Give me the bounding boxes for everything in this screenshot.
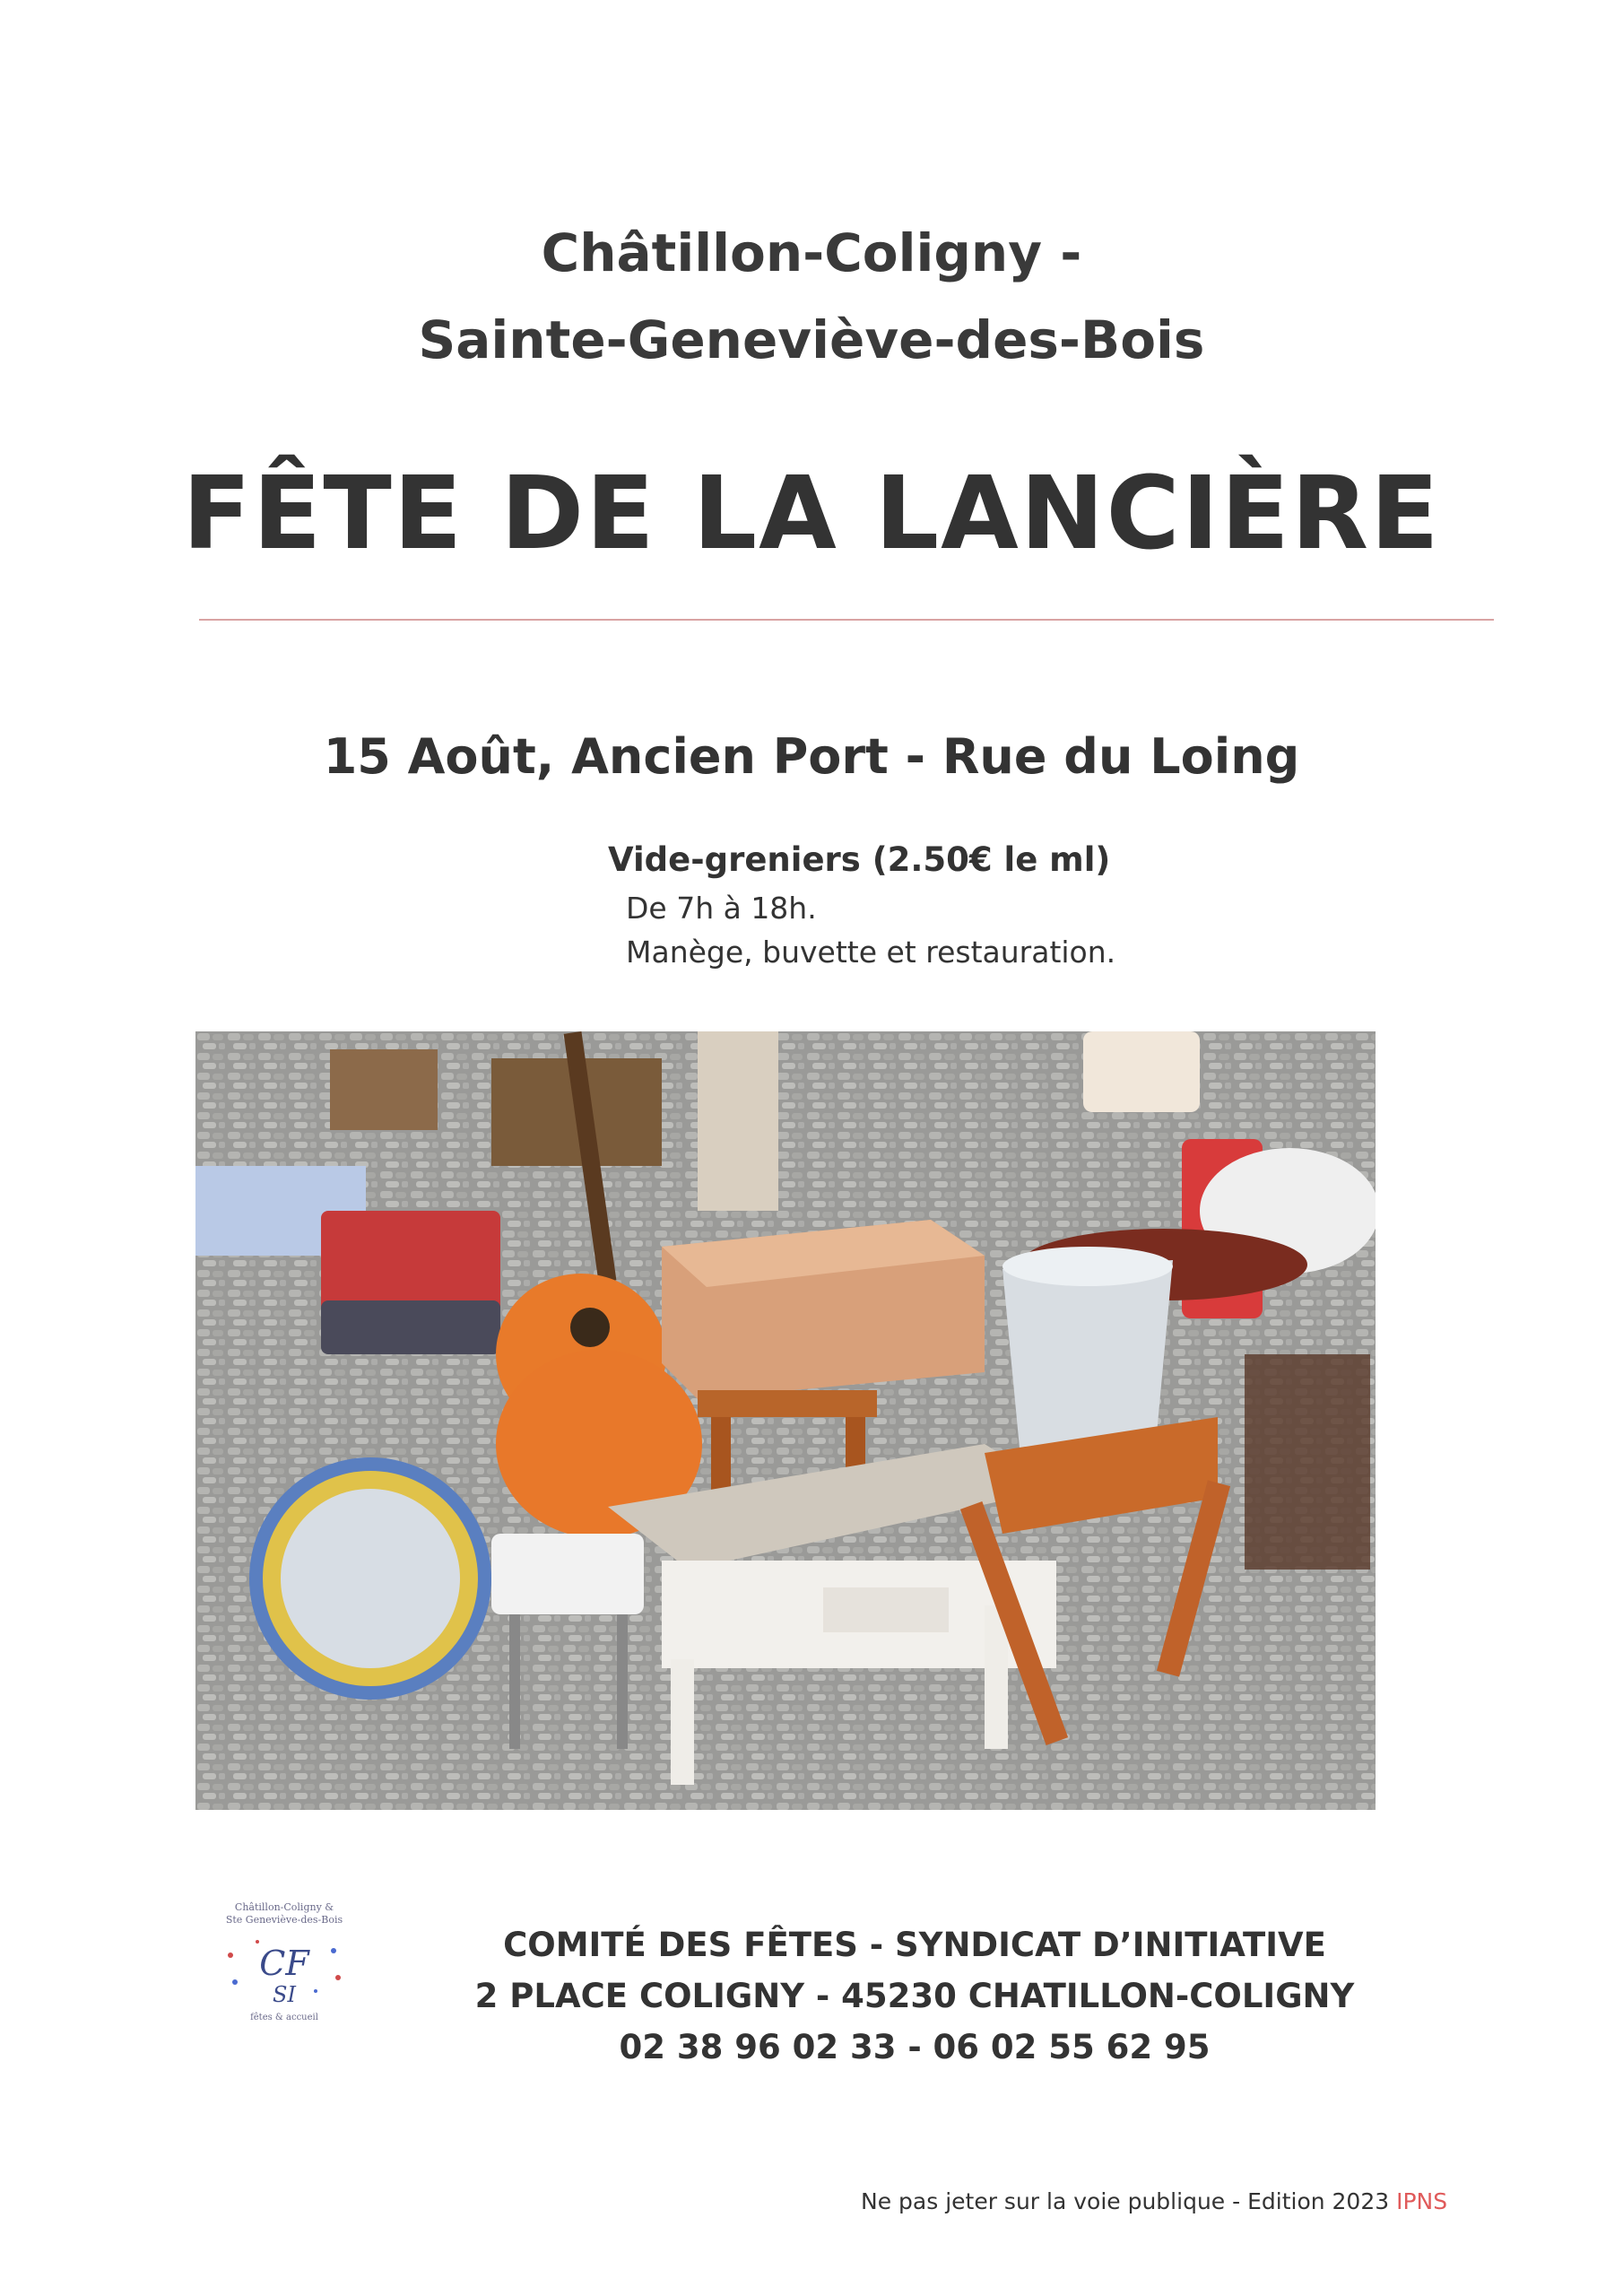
divider: [199, 619, 1494, 621]
vide-greniers-price: Vide-greniers (2.50€ le ml): [608, 840, 1111, 879]
organizer-block: [466, 1919, 1363, 2073]
town-line-2: Sainte-Geneviève-des-Bois: [418, 309, 1205, 370]
opening-hours: De 7h à 18h.: [626, 891, 817, 926]
ipns-label: IPNS: [1396, 2188, 1448, 2214]
organizer-phones: 02 38 96 02 33 - 06 02 55 62 95: [619, 2028, 1211, 2066]
organizer-address: 2 PLACE COLIGNY - 45230 CHATILLON-COLIGNY: [474, 1977, 1355, 2015]
svg-text:SI: SI: [273, 1982, 296, 2007]
svg-text:Ste Geneviève-des-Bois: Ste Geneviève-des-Bois: [225, 1914, 343, 1926]
event-extras: Manège, buvette et restauration.: [626, 935, 1116, 970]
event-title: FÊTE DE LA LANCIÈRE: [182, 456, 1441, 572]
organizer-logo: [208, 1892, 360, 2027]
footer-notice: [861, 2188, 1447, 2214]
svg-text:fêtes & accueil: fêtes & accueil: [250, 2013, 318, 2022]
footer-text: Ne pas jeter sur la voie publique - Edition 2023: [861, 2188, 1397, 2214]
svg-text:Châtillon-Coligny &: Châtillon-Coligny &: [234, 1901, 334, 1913]
date-location: 15 Août, Ancien Port - Rue du Loing: [323, 728, 1300, 785]
svg-text:CF: CF: [259, 1944, 309, 1983]
organizer-name: COMITÉ DES FÊTES - SYNDICAT D’INITIATIVE: [503, 1926, 1326, 1964]
flea-market-photo: [195, 1031, 1376, 1810]
town-line-1: Châtillon-Coligny -: [541, 222, 1082, 283]
